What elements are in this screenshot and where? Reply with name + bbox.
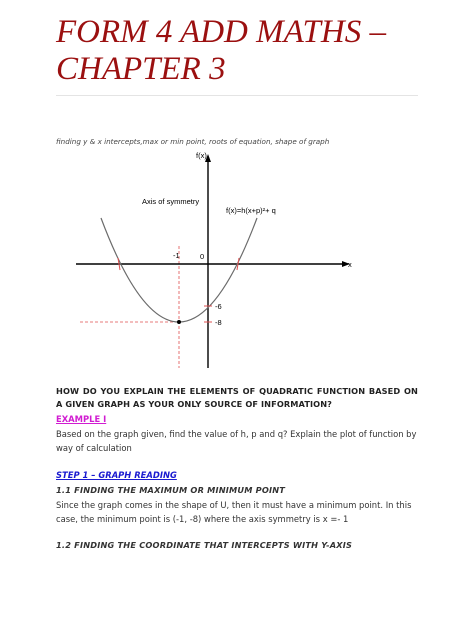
section-1-2-heading: 1.2 FINDING THE COORDINATE THAT INTERCEPTS WITH Y-AXIS <box>56 540 353 550</box>
section-1-1-text: Since the graph comes in the shape of U, then it must have a minimum point. In this case, the minimum point is (-1, -8) where the axis symmetry is x =- 1 <box>56 500 412 524</box>
title-line-2: CHAPTER 3 <box>56 51 226 87</box>
step-1-label: STEP 1 – GRAPH READING <box>56 470 177 480</box>
y-tick-label-6: -6 <box>215 302 222 311</box>
title-line-1: FORM 4 ADD MATHS – <box>56 14 386 50</box>
quadratic-graph-figure <box>56 146 356 376</box>
section-heading: HOW DO YOU EXPLAIN THE ELEMENTS OF QUADRATIC FUNCTION BASED ON A GIVEN GRAPH AS YOUR ONLY SOURCE OF INFORMATION? <box>56 386 418 409</box>
x-axis-label: x <box>348 260 352 269</box>
document-title <box>56 14 436 88</box>
y-axis-label: f(x) <box>196 151 207 160</box>
y-tick-label-8: -8 <box>215 318 222 327</box>
section-1-1-heading: 1.1 FINDING THE MAXIMUM OR MINIMUM POINT <box>56 485 286 495</box>
minimum-point-dot <box>177 320 181 324</box>
function-label: f(x)=h(x+p)²+ q <box>226 206 276 215</box>
title-divider <box>56 95 418 96</box>
origin-label: 0 <box>200 252 205 261</box>
graph-caption: finding y & x intercepts,max or min point, roots of equation, shape of graph <box>56 137 330 146</box>
example-label: EXAMPLE I <box>56 414 107 424</box>
example-text: Based on the graph given, find the value of h, p and q? Explain the plot of function by way of calculation <box>56 429 417 453</box>
x-tick-label: -1 <box>173 251 180 260</box>
symmetry-label: Axis of symmetry <box>142 197 200 206</box>
